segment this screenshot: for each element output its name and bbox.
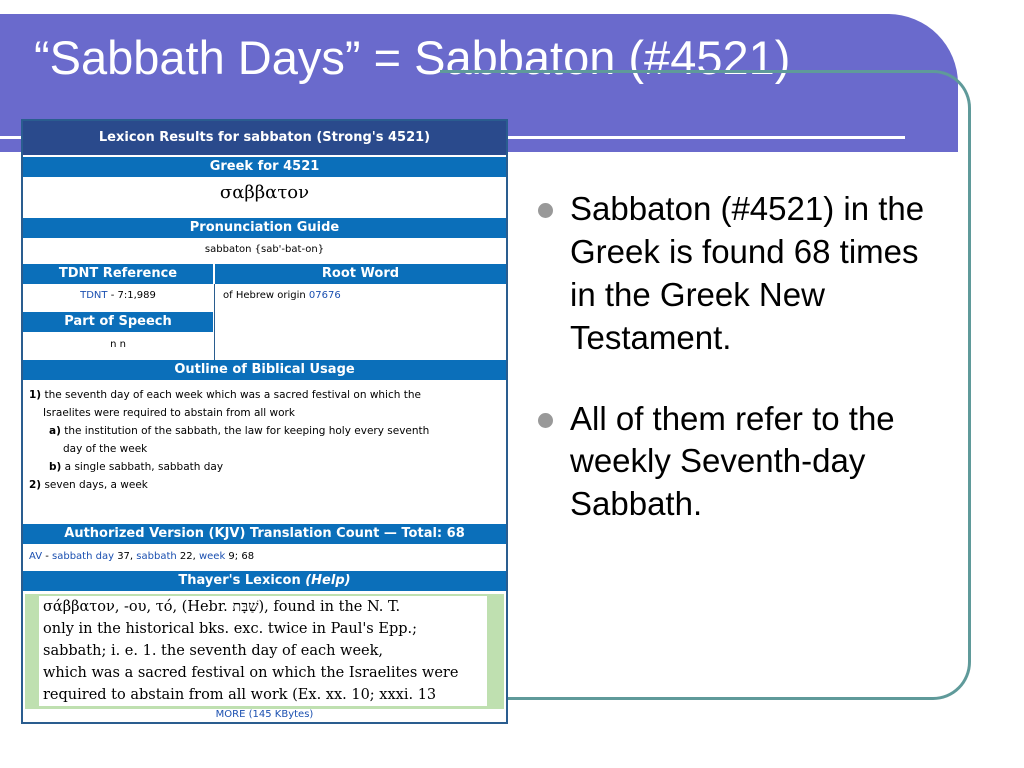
outline-text: a single sabbath, sabbath day — [61, 461, 224, 473]
thayer-box — [25, 594, 504, 709]
bullet-dot-icon — [538, 413, 553, 428]
lexicon-panel — [21, 119, 508, 724]
outline-number: 2) — [29, 479, 42, 491]
bullet-text: Sabbaton (#4521) in the Greek is found 68 times in the Greek New Testament. — [570, 190, 925, 356]
root-word-link[interactable]: 07676 — [308, 290, 341, 301]
bullet-list — [536, 188, 948, 564]
thayer-header — [23, 571, 506, 591]
outline-header: Outline of Biblical Usage — [23, 360, 506, 380]
thayer-help-link[interactable]: (Help) — [305, 573, 351, 588]
av-link[interactable]: AV — [29, 551, 43, 562]
part-of-speech-header: Part of Speech — [23, 312, 213, 332]
outline-number: b) — [49, 461, 62, 473]
tdnt-header: TDNT Reference — [23, 264, 213, 284]
pronunciation-header: Pronunciation Guide — [23, 218, 506, 238]
bullet-item — [536, 188, 948, 360]
tdnt-link[interactable]: TDNT — [80, 290, 108, 301]
column-divider — [214, 284, 215, 360]
kjv-count: 22, — [176, 551, 199, 562]
greek-for-header: Greek for 4521 — [23, 157, 506, 177]
kjv-term-link[interactable]: week — [198, 551, 226, 562]
bullet-text: All of them refer to the weekly Seventh-day Sabbath. — [570, 399, 895, 523]
outline-number: 1) — [29, 389, 42, 401]
bullet-dot-icon — [538, 203, 553, 218]
outline-item — [29, 458, 500, 476]
root-word-prefix: of Hebrew origin — [223, 290, 309, 301]
outline-text: day of the week — [63, 443, 148, 455]
slide-title: “Sabbath Days” = Sabbaton (#4521) — [34, 31, 791, 84]
thayer-line: sabbath; i. e. 1. the seventh day of each week, — [43, 643, 384, 659]
pronunciation-value: sabbaton {sab'-bat-on} — [204, 244, 325, 255]
thayer-line: σάββατον, -ου, τό, (Hebr. שַׁבָּת), found in the N. T. — [43, 599, 401, 615]
part-of-speech-value: n n — [110, 339, 126, 350]
outline-text: Israelites were required to abstain from all work — [43, 407, 295, 419]
root-word-header: Root Word — [215, 264, 506, 284]
tdnt-value: - 7:1,989 — [107, 290, 156, 301]
outline-text: seven days, a week — [41, 479, 148, 491]
outline-item — [29, 476, 500, 494]
greek-word: σαββατον — [219, 182, 310, 203]
lexicon-header: Lexicon Results for sabbaton (Strong's 4521) — [23, 121, 506, 155]
more-link[interactable]: MORE (145 KBytes) — [215, 709, 314, 720]
outline-item — [29, 386, 500, 404]
kjv-counts — [23, 547, 506, 567]
outline-body — [23, 384, 506, 496]
root-word-cell — [223, 286, 341, 306]
kjv-header: Authorized Version (KJV) Translation Count — Total: 68 — [23, 524, 506, 544]
outline-text: the institution of the sabbath, the law for keeping holy every seventh — [60, 425, 430, 437]
thayer-entry — [39, 596, 487, 706]
thayer-line: only in the historical bks. exc. twice in Paul's Epp.; — [43, 621, 418, 637]
outline-number: a) — [49, 425, 61, 437]
thayer-line: which was a sacred festival on which the Israelites were — [43, 665, 459, 681]
tdnt-cell — [23, 286, 213, 306]
kjv-count: 37, — [114, 551, 137, 562]
outline-text: the seventh day of each week which was a sacred festival on which the — [41, 389, 421, 401]
kjv-count: 9; 68 — [225, 551, 255, 562]
kjv-term-link[interactable]: sabbath — [136, 551, 177, 562]
thayer-line: required to abstain from all work (Ex. xx. 10; xxxi. 13 — [43, 687, 437, 703]
bullet-item — [536, 398, 948, 527]
outline-item — [29, 422, 500, 440]
kjv-sep: - — [42, 551, 53, 562]
kjv-term-link[interactable]: sabbath day — [52, 551, 115, 562]
thayer-title: Thayer's Lexicon — [178, 573, 301, 588]
